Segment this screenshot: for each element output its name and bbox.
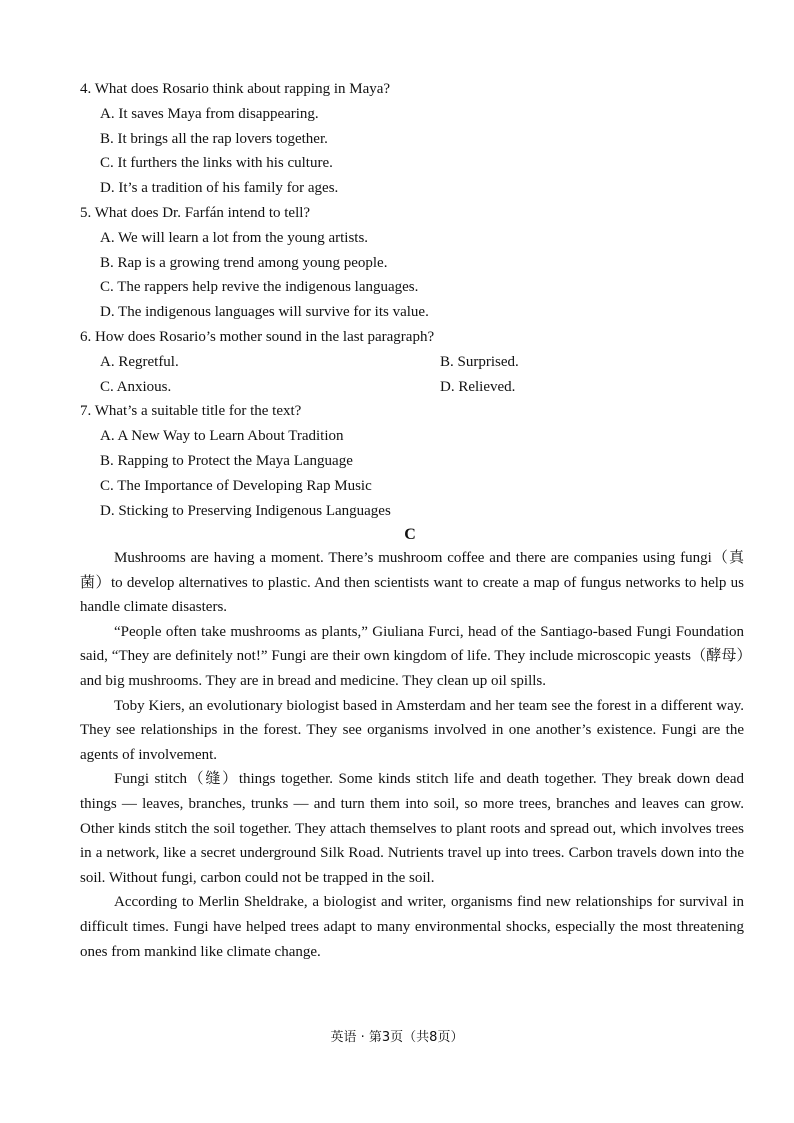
passage-paragraph-1: Mushrooms are having a moment. There’s mushroom coffee and there are companies using fungi（真菌）to develop alternatives to plastic. And then scientists want to create a map of fungus networks to help us handle climate disasters. bbox=[80, 550, 744, 616]
passage-paragraph-2: “People often take mushrooms as plants,” Giuliana Furci, head of the Santiago-based Fungi Foundation said, “They are definitely not!” Fungi are their own kingdom of life. They include microscopic yeasts（酵母）and big mushrooms. They are in bread and medicine. They clean up oil spills. bbox=[80, 623, 744, 689]
section-heading: C bbox=[404, 526, 416, 544]
question-6-option-a: A. Regretful. bbox=[100, 353, 179, 370]
question-6-option-d: D. Relieved. bbox=[440, 378, 516, 395]
question-6-stem: 6. How does Rosario’s mother sound in the last paragraph? bbox=[80, 328, 435, 345]
question-6-option-c: C. Anxious. bbox=[100, 378, 172, 395]
page-footer: 英语 · 第3页（共8页） bbox=[330, 1030, 464, 1045]
question-list bbox=[80, 77, 740, 547]
question-4-option-c: C. It furthers the links with his culture. bbox=[100, 155, 333, 172]
question-5-option-d: D. The indigenous languages will survive for its value. bbox=[100, 304, 429, 321]
question-5-option-c: C. The rappers help revive the indigenous languages. bbox=[100, 279, 419, 296]
question-6-options-row-1 bbox=[80, 350, 740, 375]
question-4-option-b: B. It brings all the rap lovers together. bbox=[100, 130, 328, 147]
question-5-option-b: B. Rap is a growing trend among young people. bbox=[100, 254, 388, 271]
question-5-option-a: A. We will learn a lot from the young artists. bbox=[100, 229, 369, 246]
question-7-option-b: B. Rapping to Protect the Maya Language bbox=[100, 452, 353, 469]
reading-passage bbox=[80, 546, 744, 964]
question-4-option-d: D. It’s a tradition of his family for ages. bbox=[100, 180, 339, 197]
passage-paragraph-4: Fungi stitch（缝）things together. Some kinds stitch life and death together. They break down dead things — leaves, branches, trunks — and turn them into soil, so more trees, branches and leaves can grow. Other kinds stitch the soil together. They attach themselves to plant roots and spread out, which involves trees in a network, like a secret underground Silk Road. Nutrients travel up into trees. Carbon travels down into the soil. Without fungi, carbon could not be trapped in the soil. bbox=[80, 771, 744, 886]
question-5-stem: 5. What does Dr. Farfán intend to tell? bbox=[80, 204, 311, 221]
question-7-option-c: C. The Importance of Developing Rap Music bbox=[100, 477, 372, 494]
passage-paragraph-5: According to Merlin Sheldrake, a biologist and writer, organisms find new relationships for survival in difficult times. Fungi have helped trees adapt to many environmental shocks, especially the most threatening ones from mankind like climate change. bbox=[80, 894, 744, 960]
question-6-option-b: B. Surprised. bbox=[440, 353, 519, 370]
question-7-option-a: A. A New Way to Learn About Tradition bbox=[100, 428, 344, 445]
question-6-options-row-2 bbox=[80, 375, 740, 400]
question-7-option-d: D. Sticking to Preserving Indigenous Languages bbox=[100, 502, 391, 519]
question-4-option-a: A. It saves Maya from disappearing. bbox=[100, 105, 319, 122]
passage-paragraph-3: Toby Kiers, an evolutionary biologist based in Amsterdam and her team see the forest in a different way. They see relationships in the forest. They see organisms involved in one another’s existence. Fungi are the agents of involvement. bbox=[80, 697, 744, 763]
question-7-stem: 7. What’s a suitable title for the text? bbox=[80, 403, 302, 420]
question-4-stem: 4. What does Rosario think about rapping in Maya? bbox=[80, 81, 391, 97]
